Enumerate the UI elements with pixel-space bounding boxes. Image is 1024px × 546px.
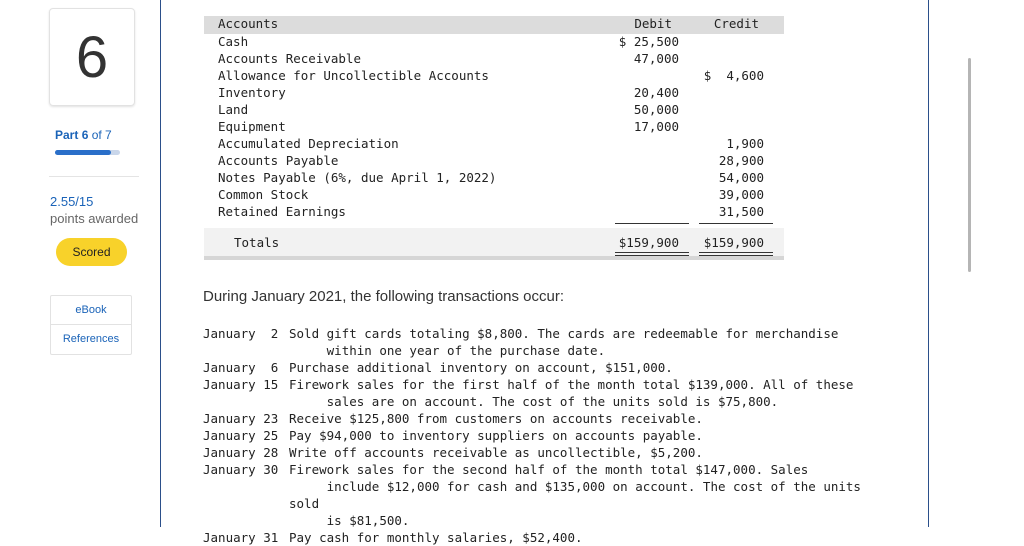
status-badge: Scored <box>56 238 127 266</box>
row-account: Common Stock <box>218 187 309 202</box>
part-label-prefix: Part <box>55 128 79 142</box>
part-progress-fill <box>55 150 111 155</box>
transaction-date: January 25 <box>203 428 279 443</box>
scrollbar[interactable] <box>968 58 971 272</box>
transaction-text: Firework sales for the second half of the month total $147,000. Sales include $12,000 for cash and $135,000 on account. The cost of the units sold is $81,500. <box>289 462 861 528</box>
transaction-date: January 30 <box>203 462 279 477</box>
table-row <box>204 203 784 220</box>
part-progress-bar <box>55 150 120 155</box>
row-account: Accumulated Depreciation <box>218 136 399 151</box>
sidebar-divider <box>49 176 139 177</box>
part-number: 6 <box>75 24 109 90</box>
row-credit: $ 4,600 <box>703 68 764 83</box>
transaction-text: Pay $94,000 to inventory suppliers on accounts payable. <box>289 428 703 443</box>
table-header <box>204 16 784 34</box>
debit-underline <box>615 223 689 224</box>
row-debit: 50,000 <box>633 102 679 117</box>
row-account: Retained Earnings <box>218 204 346 219</box>
table-row <box>204 186 784 203</box>
transaction-text: Purchase additional inventory on account, $151,000. <box>289 360 673 375</box>
table-row <box>204 152 784 169</box>
trial-balance-table <box>204 16 784 261</box>
list-item <box>203 376 903 410</box>
ebook-link[interactable]: eBook <box>75 304 107 316</box>
transaction-date: January 15 <box>203 377 279 392</box>
table-row <box>204 135 784 152</box>
table-row <box>204 118 784 135</box>
list-item <box>203 427 903 444</box>
table-bottom-bar <box>204 256 784 260</box>
transaction-text: Firework sales for the first half of the month total $139,000. All of these sales are on account. The cost of the units sold is $75,800. <box>289 377 854 409</box>
row-debit: $ 25,500 <box>618 34 679 49</box>
totals-credit: $159,900 <box>703 235 764 250</box>
header-debit: Debit <box>634 16 672 31</box>
credit-underline <box>699 223 773 224</box>
table-row <box>204 84 784 101</box>
row-credit: 31,500 <box>718 204 764 219</box>
transaction-date: January 2 <box>203 326 279 341</box>
totals-debit: $159,900 <box>618 235 679 250</box>
table-row <box>204 101 784 118</box>
transaction-text: Sold gift cards totaling $8,800. The cards are redeemable for merchandise within one year of the purchase date. <box>289 326 839 358</box>
table-row <box>204 67 784 84</box>
row-account: Equipment <box>218 119 286 134</box>
row-credit: 28,900 <box>718 153 764 168</box>
list-item <box>203 461 903 529</box>
list-item <box>203 529 903 546</box>
transaction-text: Receive $125,800 from customers on accounts receivable. <box>289 411 703 426</box>
transaction-text: Pay cash for monthly salaries, $52,400. <box>289 530 583 545</box>
part-current: 6 <box>81 128 89 142</box>
part-of-total: of 7 <box>91 128 112 142</box>
row-credit: 54,000 <box>718 170 764 185</box>
row-account: Land <box>218 102 249 117</box>
row-account: Accounts Receivable <box>218 51 361 66</box>
content-border-right <box>928 0 929 527</box>
transaction-date: January 23 <box>203 411 279 426</box>
table-row <box>204 50 784 67</box>
row-account: Inventory <box>218 85 286 100</box>
transactions-list <box>203 325 903 546</box>
transactions-intro: During January 2021, the following transactions occur: <box>203 288 565 305</box>
list-item <box>203 410 903 427</box>
list-item <box>203 444 903 461</box>
content-border-left <box>160 0 161 527</box>
transaction-date: January 31 <box>203 530 279 545</box>
table-row <box>204 33 784 50</box>
row-account: Notes Payable (6%, due April 1, 2022) <box>218 170 497 185</box>
transaction-date: January 28 <box>203 445 279 460</box>
references-link[interactable]: References <box>51 324 131 353</box>
row-credit: 39,000 <box>718 187 764 202</box>
header-accounts: Accounts <box>218 16 279 31</box>
row-debit: 17,000 <box>633 119 679 134</box>
part-indicator <box>55 128 112 142</box>
row-account: Cash <box>218 34 249 49</box>
row-account: Accounts Payable <box>218 153 339 168</box>
question-sidebar <box>0 0 160 541</box>
totals-row <box>204 234 784 251</box>
row-debit: 47,000 <box>633 51 679 66</box>
row-debit: 20,400 <box>633 85 679 100</box>
points-score: 2.55/15 <box>50 194 94 209</box>
header-credit: Credit <box>713 16 759 31</box>
row-credit: 1,900 <box>726 136 764 151</box>
transaction-text: Write off accounts receivable as uncollectible, $5,200. <box>289 445 703 460</box>
transaction-date: January 6 <box>203 360 279 375</box>
resource-links <box>50 295 132 355</box>
row-account: Allowance for Uncollectible Accounts <box>218 68 489 83</box>
list-item <box>203 359 903 376</box>
table-row <box>204 169 784 186</box>
points-label: points awarded <box>50 211 139 226</box>
list-item <box>203 325 903 359</box>
part-number-card <box>49 8 135 106</box>
totals-label: Totals <box>234 235 280 250</box>
